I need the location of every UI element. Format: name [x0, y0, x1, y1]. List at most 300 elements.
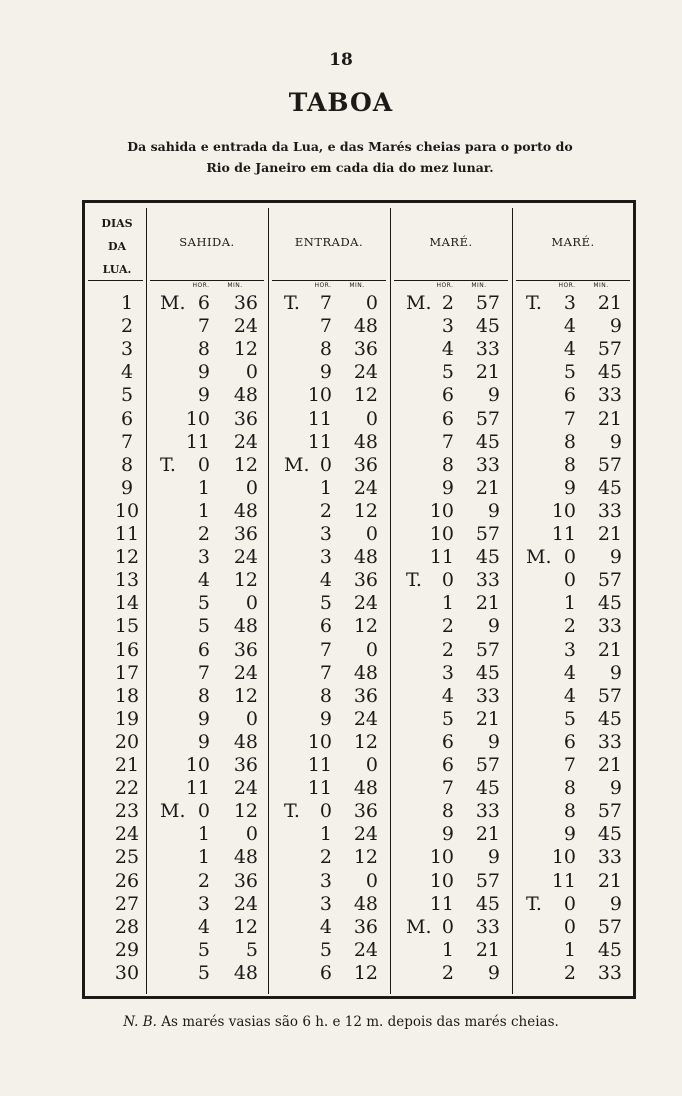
sahida-hours-cell: 5 — [197, 961, 210, 984]
sahida-hours-cell: 9 — [197, 707, 210, 730]
entrada-minutes-cell: 36 — [353, 684, 378, 707]
mare-2-minutes-cell: 9 — [609, 777, 622, 800]
day-cell: 29 — [114, 938, 140, 961]
mare-1-hours-cell: 3 — [441, 315, 454, 338]
sahida-hours-cell: 9 — [197, 730, 210, 753]
sahida-hours-cell: 1 — [197, 846, 210, 869]
mare-2-minutes-cell: 57 — [597, 453, 622, 476]
mare-1-hours-cell: 5 — [441, 707, 454, 730]
mare-1-hours-cell: 6 — [441, 730, 454, 753]
mare-2-hours-cell: 10 — [551, 499, 576, 522]
sahida-hours-cell: 7 — [197, 661, 210, 684]
mare-1-hours-cell: 2 — [441, 292, 454, 314]
day-cell: 11 — [114, 523, 140, 545]
footnote-prefix: N. B. — [123, 1014, 157, 1030]
mare-2-hours-cell: 6 — [563, 384, 576, 407]
sahida-minutes-cell: 24 — [233, 315, 258, 338]
sahida-hours-cell: 9 — [197, 361, 210, 384]
sahida-minutes-cell: 36 — [233, 754, 258, 776]
sahida-minutes-cell: 0 — [245, 361, 258, 384]
mare-1-hours-cell: 4 — [441, 684, 454, 707]
mare-1-hours-cell: 11 — [429, 546, 454, 569]
entrada-hours-cell: 3 — [319, 546, 332, 569]
mare-1-hours-cell: 2 — [441, 615, 454, 638]
entrada-hours-cell: 3 — [319, 523, 332, 545]
mare-1-hours-cell: 8 — [441, 453, 454, 476]
day-cell: 12 — [114, 546, 140, 569]
entrada-minutes-cell: 0 — [365, 292, 378, 314]
mare-1-minutes-cell: 9 — [487, 846, 500, 869]
mare-2-minutes-cell: 45 — [597, 707, 622, 730]
day-cell: 19 — [114, 707, 140, 730]
sahida-minutes-cell: 24 — [233, 777, 258, 800]
mare-1-hours-cell: 10 — [429, 499, 454, 522]
sahida-minutes-cell: 24 — [233, 661, 258, 684]
entrada-minutes-cell: 24 — [353, 823, 378, 846]
day-cell: 13 — [114, 569, 140, 592]
entrada-hours-cell: 7 — [319, 638, 332, 661]
entrada-minutes-cell: 0 — [365, 638, 378, 661]
sahida-minutes-cell: 36 — [233, 638, 258, 661]
mare-1-minutes-cell: 33 — [475, 684, 500, 707]
mare-1-hours-cell: 10 — [429, 869, 454, 892]
day-cell: 28 — [114, 915, 140, 938]
mare-2-period-cell: T. — [526, 292, 542, 314]
header-dias: DIAS — [101, 217, 133, 230]
sahida-hours-cell: 1 — [197, 476, 210, 499]
mare-2-minutes-cell: 21 — [597, 523, 622, 545]
entrada-minutes-cell: 12 — [353, 615, 378, 638]
entrada-period-cell: M. — [284, 453, 310, 476]
sahida-minutes-cell: 24 — [233, 892, 258, 915]
subheader-hor: HOR. — [436, 282, 454, 289]
mare-1-hours-cell: 2 — [441, 638, 454, 661]
entrada-minutes-cell: 36 — [353, 800, 378, 823]
sahida-minutes-cell: 0 — [245, 707, 258, 730]
entrada-hours-cell: 3 — [319, 869, 332, 892]
subheader-hor: HOR. — [314, 282, 332, 289]
sahida-hours-cell: 0 — [197, 800, 210, 823]
entrada-hours-cell: 6 — [319, 615, 332, 638]
entrada-minutes-cell: 12 — [353, 730, 378, 753]
mare-1-minutes-cell: 9 — [487, 730, 500, 753]
entrada-hours-cell: 5 — [319, 938, 332, 961]
day-cell: 23 — [114, 800, 140, 823]
sahida-minutes-cell: 12 — [233, 453, 258, 476]
mare-1-hours-cell: 2 — [441, 961, 454, 984]
mare-1-hours-cell: 6 — [441, 407, 454, 430]
sahida-hours-cell: 11 — [185, 430, 210, 453]
entrada-hours-cell: 1 — [319, 823, 332, 846]
mare-1-hours-cell: 7 — [441, 430, 454, 453]
mare-1-minutes-cell: 21 — [475, 361, 500, 384]
entrada-hours-cell: 11 — [307, 430, 332, 453]
sahida-hours-cell: 1 — [197, 823, 210, 846]
mare-2-hours-cell: 11 — [551, 523, 576, 545]
mare-2-hours-cell: 10 — [551, 846, 576, 869]
entrada-hours-cell: 4 — [319, 915, 332, 938]
day-cell: 14 — [114, 592, 140, 615]
sahida-hours-cell: 2 — [197, 869, 210, 892]
sahida-hours-cell: 7 — [197, 315, 210, 338]
mare-2-hours-cell: 4 — [563, 338, 576, 361]
mare-2-hours-cell: 1 — [563, 938, 576, 961]
header-da: DA — [107, 240, 127, 253]
sahida-minutes-cell: 5 — [245, 938, 258, 961]
mare-1-hours-cell: 3 — [441, 661, 454, 684]
entrada-minutes-cell: 48 — [353, 661, 378, 684]
entrada-minutes-cell: 24 — [353, 361, 378, 384]
mare-2-hours-cell: 3 — [563, 292, 576, 314]
mare-2-hours-cell: 7 — [563, 754, 576, 776]
mare-1-minutes-cell: 57 — [475, 638, 500, 661]
mare-1-minutes-cell: 9 — [487, 615, 500, 638]
day-cell: 10 — [114, 499, 140, 522]
sahida-minutes-cell: 48 — [233, 384, 258, 407]
mare-1-hours-cell: 11 — [429, 892, 454, 915]
entrada-hours-cell: 11 — [307, 754, 332, 776]
mare-1-minutes-cell: 33 — [475, 569, 500, 592]
mare-1-hours-cell: 1 — [441, 592, 454, 615]
sahida-minutes-cell: 36 — [233, 292, 258, 314]
mare-1-minutes-cell: 9 — [487, 384, 500, 407]
entrada-minutes-cell: 48 — [353, 892, 378, 915]
mare-1-period-cell: M. — [406, 915, 432, 938]
mare-1-minutes-cell: 9 — [487, 961, 500, 984]
mare-1-hours-cell: 0 — [441, 915, 454, 938]
subheader-min: MIN. — [471, 282, 487, 289]
entrada-hours-cell: 7 — [319, 292, 332, 314]
mare-2-minutes-cell: 57 — [597, 800, 622, 823]
entrada-hours-cell: 8 — [319, 338, 332, 361]
sahida-hours-cell: 10 — [185, 407, 210, 430]
mare-2-hours-cell: 6 — [563, 730, 576, 753]
sahida-hours-cell: 5 — [197, 615, 210, 638]
day-cell: 18 — [114, 684, 140, 707]
mare-2-hours-cell: 0 — [563, 546, 576, 569]
sahida-period-cell: T. — [160, 453, 176, 476]
mare-2-minutes-cell: 33 — [597, 846, 622, 869]
mare-2-minutes-cell: 45 — [597, 823, 622, 846]
entrada-hours-cell: 0 — [319, 800, 332, 823]
mare-1-minutes-cell: 57 — [475, 754, 500, 776]
mare-2-hours-cell: 7 — [563, 407, 576, 430]
entrada-period-cell: T. — [284, 800, 300, 823]
mare-1-minutes-cell: 57 — [475, 523, 500, 545]
mare-2-minutes-cell: 45 — [597, 476, 622, 499]
mare-2-hours-cell: 4 — [563, 684, 576, 707]
mare-2-minutes-cell: 9 — [609, 661, 622, 684]
mare-1-minutes-cell: 45 — [475, 315, 500, 338]
mare-1-minutes-cell: 57 — [475, 407, 500, 430]
mare-2-minutes-cell: 21 — [597, 407, 622, 430]
subtitle-line-1: Da sahida e entrada da Lua, e das Marés cheias para o porto do — [127, 139, 573, 154]
entrada-minutes-cell: 48 — [353, 315, 378, 338]
sahida-hours-cell: 4 — [197, 569, 210, 592]
header-lua: LUA. — [102, 263, 132, 276]
mare-2-hours-cell: 2 — [563, 961, 576, 984]
entrada-hours-cell: 9 — [319, 361, 332, 384]
page-title: TABOA — [288, 88, 394, 117]
mare-1-minutes-cell: 45 — [475, 892, 500, 915]
mare-2-minutes-cell: 9 — [609, 315, 622, 338]
mare-2-hours-cell: 5 — [563, 707, 576, 730]
entrada-hours-cell: 9 — [319, 707, 332, 730]
day-cell: 3 — [120, 338, 134, 361]
sahida-minutes-cell: 12 — [233, 569, 258, 592]
mare-1-hours-cell: 9 — [441, 823, 454, 846]
entrada-hours-cell: 0 — [319, 453, 332, 476]
entrada-minutes-cell: 12 — [353, 846, 378, 869]
mare-1-hours-cell: 10 — [429, 523, 454, 545]
mare-2-hours-cell: 0 — [563, 915, 576, 938]
header-sahida: SAHIDA. — [179, 235, 235, 249]
header-mare-2: MARÉ. — [551, 235, 595, 249]
sahida-hours-cell: 2 — [197, 523, 210, 545]
mare-1-minutes-cell: 45 — [475, 661, 500, 684]
mare-1-minutes-cell: 33 — [475, 453, 500, 476]
entrada-hours-cell: 5 — [319, 592, 332, 615]
mare-2-minutes-cell: 33 — [597, 961, 622, 984]
entrada-minutes-cell: 48 — [353, 430, 378, 453]
footnote-text: As marés vasias são 6 h. e 12 m. depois das marés cheias. — [161, 1014, 559, 1030]
mare-2-minutes-cell: 21 — [597, 754, 622, 776]
entrada-minutes-cell: 0 — [365, 523, 378, 545]
day-cell: 30 — [114, 961, 140, 984]
day-cell: 16 — [114, 638, 140, 661]
entrada-hours-cell: 7 — [319, 315, 332, 338]
entrada-hours-cell: 2 — [319, 499, 332, 522]
entrada-hours-cell: 10 — [307, 730, 332, 753]
sahida-hours-cell: 6 — [197, 638, 210, 661]
mare-2-minutes-cell: 33 — [597, 615, 622, 638]
mare-2-hours-cell: 8 — [563, 777, 576, 800]
mare-1-minutes-cell: 33 — [475, 915, 500, 938]
mare-2-minutes-cell: 9 — [609, 546, 622, 569]
sahida-minutes-cell: 48 — [233, 961, 258, 984]
sahida-minutes-cell: 0 — [245, 823, 258, 846]
mare-2-minutes-cell: 45 — [597, 361, 622, 384]
day-cell: 7 — [120, 430, 134, 453]
entrada-period-cell: T. — [284, 292, 300, 314]
entrada-minutes-cell: 48 — [353, 546, 378, 569]
day-cell: 22 — [114, 777, 140, 800]
day-cell: 15 — [114, 615, 140, 638]
day-cell: 1 — [120, 292, 134, 314]
mare-2-minutes-cell: 9 — [609, 430, 622, 453]
sahida-minutes-cell: 48 — [233, 730, 258, 753]
entrada-hours-cell: 11 — [307, 777, 332, 800]
mare-2-minutes-cell: 9 — [609, 892, 622, 915]
sahida-hours-cell: 0 — [197, 453, 210, 476]
day-cell: 25 — [114, 846, 140, 869]
mare-2-hours-cell: 0 — [563, 569, 576, 592]
day-cell: 4 — [120, 361, 134, 384]
sahida-hours-cell: 6 — [197, 292, 210, 314]
mare-2-hours-cell: 9 — [563, 476, 576, 499]
sahida-minutes-cell: 48 — [233, 499, 258, 522]
sahida-minutes-cell: 24 — [233, 546, 258, 569]
mare-2-hours-cell: 1 — [563, 592, 576, 615]
sahida-hours-cell: 5 — [197, 592, 210, 615]
sahida-hours-cell: 5 — [197, 938, 210, 961]
day-cell: 5 — [120, 384, 134, 407]
subheader-hor: HOR. — [192, 282, 210, 289]
day-cell: 17 — [114, 661, 140, 684]
mare-2-hours-cell: 8 — [563, 453, 576, 476]
mare-1-minutes-cell: 45 — [475, 546, 500, 569]
entrada-minutes-cell: 36 — [353, 453, 378, 476]
mare-2-period-cell: T. — [526, 892, 542, 915]
entrada-minutes-cell: 24 — [353, 592, 378, 615]
mare-1-hours-cell: 5 — [441, 361, 454, 384]
mare-1-hours-cell: 9 — [441, 476, 454, 499]
mare-1-minutes-cell: 21 — [475, 476, 500, 499]
sahida-minutes-cell: 24 — [233, 430, 258, 453]
sahida-minutes-cell: 12 — [233, 915, 258, 938]
page-number: 18 — [329, 50, 353, 70]
entrada-minutes-cell: 48 — [353, 777, 378, 800]
footnote — [0, 1014, 682, 1030]
mare-1-hours-cell: 0 — [441, 569, 454, 592]
header-mare-1: MARÉ. — [429, 235, 473, 249]
subheader-hor: HOR. — [558, 282, 576, 289]
mare-1-minutes-cell: 21 — [475, 707, 500, 730]
sahida-hours-cell: 3 — [197, 546, 210, 569]
sahida-hours-cell: 1 — [197, 499, 210, 522]
entrada-minutes-cell: 24 — [353, 476, 378, 499]
mare-1-hours-cell: 6 — [441, 384, 454, 407]
sahida-period-cell: M. — [160, 292, 186, 314]
mare-2-minutes-cell: 33 — [597, 730, 622, 753]
subheader-min: MIN. — [227, 282, 243, 289]
mare-1-minutes-cell: 45 — [475, 777, 500, 800]
mare-1-hours-cell: 7 — [441, 777, 454, 800]
entrada-minutes-cell: 0 — [365, 754, 378, 776]
mare-2-minutes-cell: 57 — [597, 915, 622, 938]
mare-2-hours-cell: 8 — [563, 800, 576, 823]
mare-2-minutes-cell: 57 — [597, 569, 622, 592]
day-cell: 21 — [114, 754, 140, 776]
sahida-minutes-cell: 12 — [233, 684, 258, 707]
mare-2-hours-cell: 5 — [563, 361, 576, 384]
sahida-hours-cell: 10 — [185, 754, 210, 776]
mare-2-minutes-cell: 21 — [597, 869, 622, 892]
entrada-minutes-cell: 0 — [365, 407, 378, 430]
sahida-minutes-cell: 12 — [233, 338, 258, 361]
mare-1-hours-cell: 1 — [441, 938, 454, 961]
sahida-minutes-cell: 0 — [245, 476, 258, 499]
sahida-hours-cell: 4 — [197, 915, 210, 938]
mare-1-minutes-cell: 33 — [475, 338, 500, 361]
mare-2-hours-cell: 11 — [551, 869, 576, 892]
entrada-minutes-cell: 24 — [353, 707, 378, 730]
sahida-minutes-cell: 12 — [233, 800, 258, 823]
sahida-minutes-cell: 36 — [233, 869, 258, 892]
day-cell: 6 — [120, 407, 134, 430]
entrada-hours-cell: 2 — [319, 846, 332, 869]
entrada-minutes-cell: 12 — [353, 499, 378, 522]
mare-2-hours-cell: 4 — [563, 661, 576, 684]
mare-1-minutes-cell: 33 — [475, 800, 500, 823]
mare-2-hours-cell: 8 — [563, 430, 576, 453]
sahida-minutes-cell: 48 — [233, 615, 258, 638]
mare-1-minutes-cell: 57 — [475, 292, 500, 314]
mare-1-hours-cell: 4 — [441, 338, 454, 361]
entrada-hours-cell: 6 — [319, 961, 332, 984]
mare-2-minutes-cell: 33 — [597, 499, 622, 522]
entrada-hours-cell: 3 — [319, 892, 332, 915]
entrada-hours-cell: 7 — [319, 661, 332, 684]
entrada-hours-cell: 8 — [319, 684, 332, 707]
mare-1-hours-cell: 8 — [441, 800, 454, 823]
entrada-minutes-cell: 36 — [353, 338, 378, 361]
sahida-minutes-cell: 36 — [233, 523, 258, 545]
entrada-hours-cell: 4 — [319, 569, 332, 592]
day-cell: 8 — [120, 453, 134, 476]
day-cell: 20 — [114, 730, 140, 753]
mare-2-minutes-cell: 45 — [597, 592, 622, 615]
mare-2-hours-cell: 0 — [563, 892, 576, 915]
mare-2-minutes-cell: 57 — [597, 338, 622, 361]
mare-2-period-cell: M. — [526, 546, 552, 569]
sahida-hours-cell: 8 — [197, 684, 210, 707]
entrada-hours-cell: 10 — [307, 384, 332, 407]
subheader-min: MIN. — [593, 282, 609, 289]
mare-1-hours-cell: 6 — [441, 754, 454, 776]
sahida-hours-cell: 3 — [197, 892, 210, 915]
mare-1-minutes-cell: 45 — [475, 430, 500, 453]
mare-1-minutes-cell: 9 — [487, 499, 500, 522]
entrada-hours-cell: 11 — [307, 407, 332, 430]
entrada-minutes-cell: 24 — [353, 938, 378, 961]
mare-1-period-cell: M. — [406, 292, 432, 314]
day-cell: 26 — [114, 869, 140, 892]
sahida-minutes-cell: 0 — [245, 592, 258, 615]
entrada-hours-cell: 1 — [319, 476, 332, 499]
mare-1-period-cell: T. — [406, 569, 422, 592]
mare-2-minutes-cell: 21 — [597, 292, 622, 314]
day-cell: 9 — [120, 476, 134, 499]
mare-2-hours-cell: 3 — [563, 638, 576, 661]
mare-2-hours-cell: 4 — [563, 315, 576, 338]
sahida-hours-cell: 11 — [185, 777, 210, 800]
mare-2-hours-cell: 9 — [563, 823, 576, 846]
mare-1-minutes-cell: 21 — [475, 823, 500, 846]
mare-1-minutes-cell: 57 — [475, 869, 500, 892]
entrada-minutes-cell: 36 — [353, 569, 378, 592]
mare-2-minutes-cell: 33 — [597, 384, 622, 407]
sahida-minutes-cell: 48 — [233, 846, 258, 869]
header-entrada: ENTRADA. — [294, 235, 364, 249]
mare-2-minutes-cell: 21 — [597, 638, 622, 661]
entrada-minutes-cell: 12 — [353, 384, 378, 407]
mare-2-minutes-cell: 45 — [597, 938, 622, 961]
sahida-period-cell: M. — [160, 800, 186, 823]
entrada-minutes-cell: 12 — [353, 961, 378, 984]
day-cell: 24 — [114, 823, 140, 846]
mare-2-hours-cell: 2 — [563, 615, 576, 638]
mare-1-minutes-cell: 21 — [475, 938, 500, 961]
mare-1-hours-cell: 10 — [429, 846, 454, 869]
mare-2-minutes-cell: 57 — [597, 684, 622, 707]
entrada-minutes-cell: 36 — [353, 915, 378, 938]
sahida-hours-cell: 9 — [197, 384, 210, 407]
subtitle-line-2: Rio de Janeiro em cada dia do mez lunar. — [206, 160, 494, 175]
sahida-minutes-cell: 36 — [233, 407, 258, 430]
sahida-hours-cell: 8 — [197, 338, 210, 361]
entrada-minutes-cell: 0 — [365, 869, 378, 892]
